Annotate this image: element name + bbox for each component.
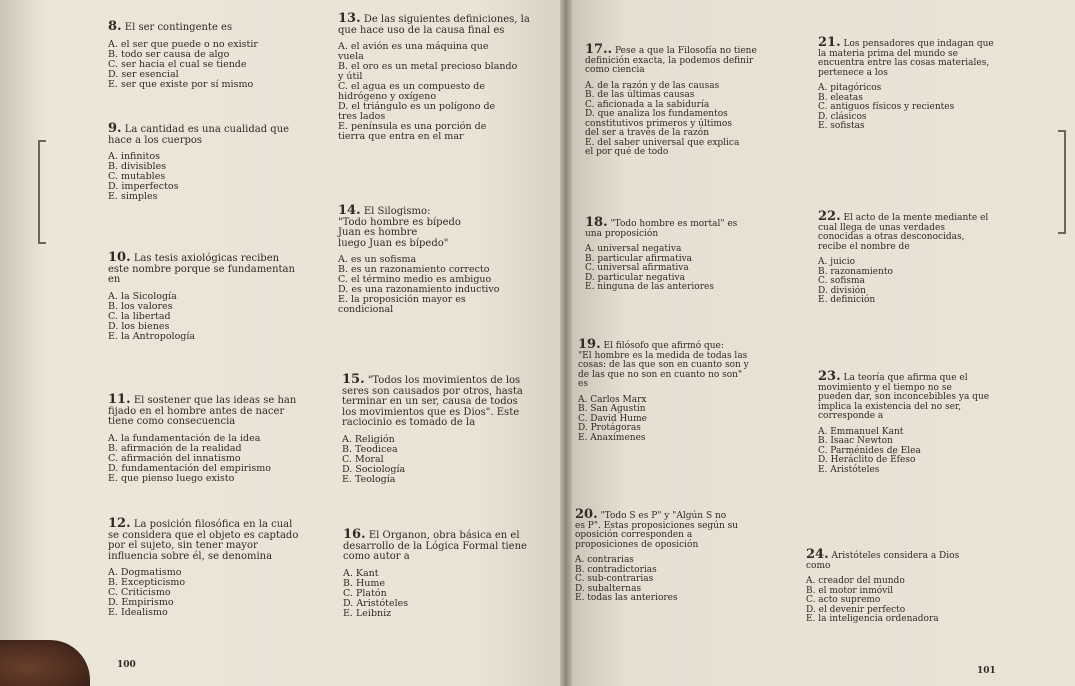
answer-option: A. Dogmatismo — [108, 567, 182, 578]
question-stem-text: El Silogismo: — [363, 206, 431, 217]
question-stem-text: oposición corresponden a — [575, 530, 693, 540]
answer-option: C. Moral — [342, 453, 384, 465]
answer-option: hidrógeno y oxígeno — [338, 91, 437, 102]
question-stem-line — [806, 562, 1006, 572]
answer-option: tres lados — [338, 111, 386, 122]
question-stem-text: El ser contingente es — [124, 22, 233, 33]
answer-option: C. aficionada a la sabiduría — [585, 99, 710, 110]
question-stem-text: se considera que el objeto es captado — [108, 529, 299, 541]
answer-option: E. ninguna de las anteriores — [585, 282, 714, 292]
answer-option: A. creador del mundo — [806, 576, 905, 586]
answer-option: C. universal afirmativa — [585, 263, 689, 273]
answer-option: D. Empirismo — [108, 597, 174, 608]
answer-option: E. del saber universal que explica — [585, 137, 740, 148]
question-number: 8. — [108, 19, 122, 34]
question-stem-text: terminar en un ser, causa de todos — [342, 396, 518, 407]
question-stem-text: como — [806, 560, 831, 571]
answer-option: E. Aristóteles — [818, 464, 880, 475]
answer-option: C. la libertad — [108, 310, 171, 322]
question-14 — [338, 203, 548, 315]
answer-option: E. definición — [818, 295, 876, 305]
question-stem-text: en — [108, 274, 121, 285]
question-stem-text: "El hombre es la medida de todas las — [578, 350, 748, 361]
question-number: 19. — [578, 337, 601, 352]
question-number: 24. — [806, 547, 829, 562]
answer-option: B. afirmación de la realidad — [108, 442, 242, 454]
question-stem-text: El acto de la mente mediante el — [843, 213, 989, 223]
answer-option: B. Teodicea — [342, 443, 398, 455]
answer-option: E. la inteligencia ordenadora — [806, 614, 939, 624]
question-number: 23. — [818, 369, 841, 384]
answer-option: A. es un sofisma — [338, 254, 417, 265]
question-12 — [108, 516, 318, 618]
question-stem-text: una proposición — [585, 228, 659, 239]
question-stem-text: definición exacta, la podemos definir — [585, 55, 754, 66]
answer-option: A. de la razón y de las causas — [585, 80, 720, 91]
question-stem-line — [818, 412, 1003, 422]
answer-option: D. que analiza los fundamentos — [585, 109, 728, 119]
question-number: 18. — [585, 215, 608, 230]
answer-option: B. Excepticismo — [108, 577, 186, 588]
answer-option: D. Aristóteles — [343, 597, 409, 609]
question-stem-text: "Todo S es P" y "Algún S no — [600, 511, 727, 521]
answer-option: D. subalternas — [575, 583, 642, 594]
question-number: 16. — [343, 527, 366, 542]
page-number-right: 101 — [977, 666, 996, 676]
question-stem-line — [575, 541, 790, 551]
question-stem-line — [108, 275, 308, 286]
question-stem-text: conocidas a otras desconocidas, — [818, 232, 965, 242]
answer-option: E. simples — [108, 191, 158, 202]
answer-option: B. divisibles — [108, 161, 167, 172]
answer-option: condicional — [338, 304, 394, 315]
answer-option: E. Anaxímenes — [578, 432, 646, 443]
answer-option: A. universal negativa — [585, 244, 682, 254]
question-stem-line — [338, 239, 548, 250]
question-stem-line — [806, 547, 1006, 562]
question-stem-text: Pese a que la Filosofía no tiene — [615, 46, 757, 56]
question-stem-text: proposiciones de oposición — [575, 539, 699, 550]
answer-option: A. el avión es una máquina que — [338, 41, 489, 52]
answer-option: B. razonamiento — [818, 266, 893, 277]
question-stem-text: "Todo hombre es bípedo — [338, 216, 461, 228]
answer-option: B. el oro es un metal precioso blando — [338, 61, 518, 72]
question-stem-text: es — [578, 379, 588, 389]
answer-option: A. la fundamentación de la idea — [108, 432, 261, 444]
answer-option: E. Idealismo — [108, 607, 168, 618]
question-stem-text: De las siguientes definiciones, la — [363, 14, 530, 25]
question-stem-text: desarrollo de la Lógica Formal tiene — [343, 540, 527, 552]
question-stem-text: La teoría que afirma que el — [843, 373, 968, 383]
answer-option: C. el término medio es ambiguo — [338, 274, 492, 285]
question-stem-text: influencia sobre él, se denomina — [108, 550, 273, 562]
question-stem-text: encuentra entre las cosas materiales, — [818, 58, 990, 68]
answer-option: D. imperfectos — [108, 181, 179, 192]
answer-option: D. los bienes — [108, 320, 170, 332]
answer-option: C. acto supremo — [806, 595, 881, 605]
answer-option: D. clásicos — [818, 111, 867, 122]
question-stem-line — [585, 66, 800, 76]
question-stem-line — [108, 552, 318, 563]
question-stem-text: como ciencia — [585, 65, 645, 75]
answer-option: A. pitagóricos — [818, 83, 882, 93]
question-number: 20. — [575, 507, 598, 522]
answer-option: B. particular afirmativa — [585, 253, 693, 264]
answer-option: C. el agua es un compuesto de — [338, 81, 485, 92]
answer-option: vuela — [338, 51, 364, 62]
question-stem-text: tiene como consecuencia — [108, 416, 236, 427]
question-stem-line — [818, 243, 1003, 253]
question-18 — [585, 215, 800, 293]
answer-option: E. la Antropología — [108, 330, 196, 342]
answer-option: D. particular negativa — [585, 272, 685, 283]
answer-option: C. ser hacia el cual se tiende — [108, 58, 247, 70]
answer-option: A. contrarias — [575, 555, 634, 565]
question-stem-line — [578, 371, 793, 381]
question-number: 11. — [108, 392, 131, 407]
question-number: 15. — [342, 372, 365, 387]
question-stem-line — [342, 418, 552, 429]
answer-option: C. Platón — [343, 587, 387, 599]
answer-option: tierra que entra en el mar — [338, 131, 464, 142]
answer-option: C. Parménides de Elea — [818, 445, 921, 456]
answer-option: C. sofisma — [818, 276, 865, 286]
question-stem-line — [343, 552, 553, 563]
question-22 — [818, 209, 1003, 306]
answer-option: D. división — [818, 285, 866, 296]
question-stem-text: los movimientos que es Dios". Este — [342, 406, 520, 418]
question-16 — [343, 527, 553, 619]
answer-option: A. Carlos Marx — [578, 394, 647, 405]
question-stem-line — [108, 265, 308, 276]
question-11 — [108, 392, 318, 484]
question-stem-line — [578, 380, 793, 390]
answer-option: D. fundamentación del empirismo — [108, 462, 271, 474]
question-stem-text: corresponde a — [818, 411, 884, 421]
page-number-left: 100 — [117, 660, 136, 670]
question-number: 13. — [338, 11, 361, 26]
answer-option: A. Religión — [342, 433, 395, 445]
answer-option: C. mutables — [108, 171, 166, 182]
question-stem-text: cual llega de unas verdades — [818, 222, 945, 233]
question-stem-text: por el sujeto, sin tener mayor — [108, 540, 258, 551]
question-stem-text: movimiento y el tiempo no se — [818, 382, 952, 393]
question-stem-text: La cantidad es una cualidad que — [124, 124, 290, 135]
question-stem-text: luego Juan es bípedo" — [338, 237, 449, 249]
answer-option: B. es un razonamiento correcto — [338, 264, 490, 275]
question-stem-line — [108, 136, 298, 147]
question-19 — [578, 337, 793, 443]
question-8 — [108, 19, 298, 90]
answer-option: A. juicio — [818, 257, 856, 267]
question-21 — [818, 35, 1003, 132]
answer-option: C. David Hume — [578, 413, 647, 424]
answer-option: B. el motor inmóvil — [806, 585, 894, 596]
question-number: 9. — [108, 121, 122, 136]
question-stem-text: fijado en el hombre antes de nacer — [108, 405, 285, 417]
answer-option: E. todas las anteriores — [575, 593, 678, 603]
answer-option: A. la Sicología — [108, 290, 177, 302]
question-stem-line — [818, 69, 1003, 79]
answer-option: D. Sociología — [342, 463, 406, 475]
question-stem-text: recibe el nombre de — [818, 241, 910, 252]
answer-option: constitutivos primeros y últimos — [585, 118, 732, 129]
question-13 — [338, 11, 548, 142]
question-stem-text: Juan es hombre — [338, 227, 418, 238]
question-stem-text: implica la existencia del no ser, — [818, 401, 962, 412]
answer-option: C. antiguos físicos y recientes — [818, 102, 955, 112]
question-stem-line — [338, 26, 548, 37]
question-number: 22. — [818, 209, 841, 224]
answer-option: E. que pienso luego existo — [108, 472, 235, 484]
question-stem-text: raciocinio es tomado de la — [342, 417, 476, 428]
answer-option: E. la proposición mayor es — [338, 294, 466, 305]
question-number: 17.. — [585, 42, 613, 57]
question-stem-text: Las tesis axiológicas reciben — [133, 253, 280, 264]
question-stem-text: hace a los cuerpos — [108, 134, 203, 146]
question-stem-text: El Organon, obra básica en el — [368, 530, 520, 541]
answer-option: B. eleatas — [818, 92, 863, 103]
right-margin-bracket — [1058, 130, 1066, 234]
answer-option: E. sofistas — [818, 121, 865, 131]
answer-option: A. infinitos — [108, 151, 160, 162]
question-stem-text: La posición filosófica en la cual — [133, 519, 293, 530]
question-stem-text: Aristóteles considera a Dios — [831, 551, 960, 561]
question-number: 10. — [108, 250, 131, 265]
answer-option: B. contradictorias — [575, 564, 657, 575]
answer-option: B. de las últimas causas — [585, 90, 695, 100]
answer-option: E. península es una porción de — [338, 121, 487, 132]
question-stem-text: pertenece a los — [818, 67, 888, 78]
question-stem-text: pueden dar, son inconcebibles ya que — [818, 392, 990, 402]
answer-option: E. Teología — [342, 473, 396, 485]
book-spine — [560, 0, 572, 686]
answer-option: D. Protágoras — [578, 423, 641, 433]
answer-option: B. San Agustín — [578, 404, 646, 414]
answer-option: A. Kant — [343, 567, 379, 579]
answer-option: C. afirmación del innatismo — [108, 452, 241, 464]
answer-option: y útil — [338, 71, 363, 82]
answer-option: D. ser esencial — [108, 68, 179, 80]
question-20 — [575, 507, 790, 604]
answer-option: D. el triángulo es un polígono de — [338, 101, 496, 112]
answer-option: C. sub-contrarias — [575, 574, 654, 584]
question-stem-text: "Todo hombre es mortal" es — [610, 219, 738, 229]
answer-option: D. el devenir perfecto — [806, 604, 906, 615]
answer-option: A. el ser que puede o no existir — [108, 38, 258, 50]
question-number: 12. — [108, 516, 131, 531]
question-stem-text: "Todos los movimientos de los — [367, 375, 521, 386]
left-margin-bracket — [38, 140, 46, 244]
question-15 — [342, 372, 552, 485]
question-stem-text: El filósofo que afirmó que: — [603, 341, 724, 351]
question-24 — [806, 547, 1006, 625]
answer-option: B. Hume — [343, 577, 386, 589]
question-stem-text: la materia prima del mundo se — [818, 48, 958, 59]
answer-option: B. los valores — [108, 300, 173, 312]
question-stem-text: es P". Estas proposiciones según su — [575, 520, 739, 531]
question-stem-text: seres son causados por otros, hasta — [342, 385, 523, 397]
answer-option: D. es una razonamiento inductivo — [338, 284, 500, 295]
answer-option: el por qué de todo — [585, 147, 669, 157]
question-stem-text: que hace uso de la causa final es — [338, 24, 505, 36]
question-23 — [818, 369, 1003, 475]
question-stem-line — [108, 417, 318, 428]
answer-option: del ser a través de la razón — [585, 128, 710, 138]
question-9 — [108, 121, 298, 202]
question-stem-text: Los pensadores que indagan que — [843, 39, 994, 49]
question-17 — [585, 42, 800, 158]
answer-option: E. ser que existe por sí mismo — [108, 78, 254, 90]
answer-option: B. Isaac Newton — [818, 436, 893, 446]
answer-option: B. todo ser causa de algo — [108, 48, 230, 60]
question-stem-text: este nombre porque se fundamentan — [108, 263, 295, 275]
question-number: 14. — [338, 203, 361, 218]
question-stem-text: cosas: de las que son en cuanto son y — [578, 360, 749, 370]
question-stem-text: de las que no son en cuanto no son" — [578, 369, 743, 380]
question-10 — [108, 250, 308, 342]
question-stem-text: El sostener que las ideas se han — [133, 395, 297, 406]
question-number: 21. — [818, 35, 841, 50]
answer-option: E. Leibniz — [343, 607, 392, 619]
question-stem-line — [585, 230, 800, 240]
answer-option: A. Emmanuel Kant — [818, 426, 904, 437]
question-stem-line — [108, 19, 298, 34]
answer-option: D. Heráclito de Éfeso — [818, 455, 916, 465]
question-stem-text: como autor a — [343, 551, 410, 562]
answer-option: C. Criticismo — [108, 587, 171, 598]
